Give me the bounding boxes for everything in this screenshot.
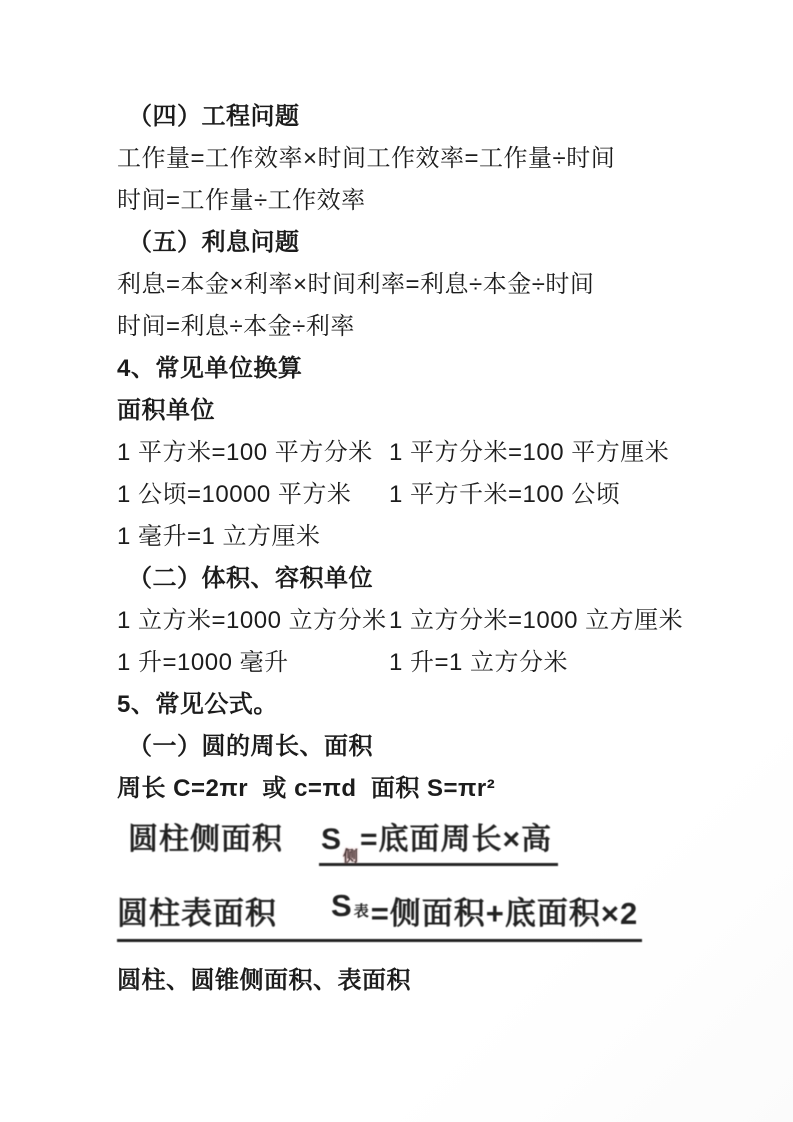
- cylinder-surface-area-formula-image: [117, 888, 738, 940]
- unit-conversion-right: 1 立方分米=1000 立方厘米: [389, 607, 684, 634]
- unit-conversion-right: 1 升=1 立方分米: [389, 649, 569, 676]
- unit-conversion-milliliter: 1 毫升=1 立方厘米: [117, 523, 321, 550]
- heading-interest-problems: （五）利息问题: [128, 229, 300, 256]
- cylinder-lateral-area-equation: [319, 814, 558, 866]
- cylinder-lateral-area-label: 圆柱侧面积: [128, 823, 283, 856]
- formula-interest: 利息=本金×利率×时间利率=利息÷本金÷时间: [117, 271, 595, 298]
- cylinder-surface-area-label: 圆柱表面积: [117, 896, 277, 931]
- formula-interest-time: 时间=利息÷本金÷利率: [117, 313, 355, 340]
- cylinder-surface-area-equation-row: [117, 888, 642, 942]
- unit-conversion-right: 1 平方分米=100 平方厘米: [389, 439, 670, 466]
- heading-engineering-problems: （四）工程问题: [128, 103, 300, 130]
- heading-cylinder-cone-areas: 圆柱、圆锥侧面积、表面积: [117, 967, 411, 994]
- surface-area-expression: =侧面积+底面积×2: [370, 896, 639, 931]
- heading-common-formulas: 5、常见公式。: [117, 691, 278, 718]
- unit-conversion-left: 1 升=1000 毫升: [117, 649, 289, 676]
- heading-area-units: 面积单位: [117, 397, 215, 424]
- lateral-area-expression: =底面周长×高: [360, 823, 553, 856]
- subscript-surface: 表: [353, 903, 370, 920]
- unit-conversion-left: 1 立方米=1000 立方分米: [117, 607, 387, 634]
- unit-conversion-left: 1 公顷=10000 平方米: [117, 481, 352, 508]
- heading-unit-conversion: 4、常见单位换算: [117, 355, 303, 382]
- formula-work-time: 时间=工作量÷工作效率: [117, 187, 366, 214]
- area-units-row-2: [117, 474, 738, 516]
- symbol-s: S: [321, 823, 343, 856]
- subscript-side: 侧: [343, 848, 360, 865]
- heading-volume-units: （二）体积、容积单位: [128, 565, 373, 592]
- volume-units-row-1: [117, 600, 738, 642]
- unit-conversion-right: 1 平方千米=100 公顷: [389, 481, 621, 508]
- heading-circle-formulas: （一）圆的周长、面积: [128, 733, 373, 760]
- formula-circle: 周长 C=2πr 或 c=πd 面积 S=πr²: [117, 775, 496, 802]
- area-units-row-1: [117, 432, 738, 474]
- unit-conversion-left: 1 平方米=100 平方分米: [117, 439, 373, 466]
- symbol-s: S: [331, 888, 353, 923]
- formula-work-amount: 工作量=工作效率×时间工作效率=工作量÷时间: [117, 145, 616, 172]
- cylinder-lateral-area-formula-image: [117, 814, 738, 866]
- volume-units-row-2: [117, 642, 738, 684]
